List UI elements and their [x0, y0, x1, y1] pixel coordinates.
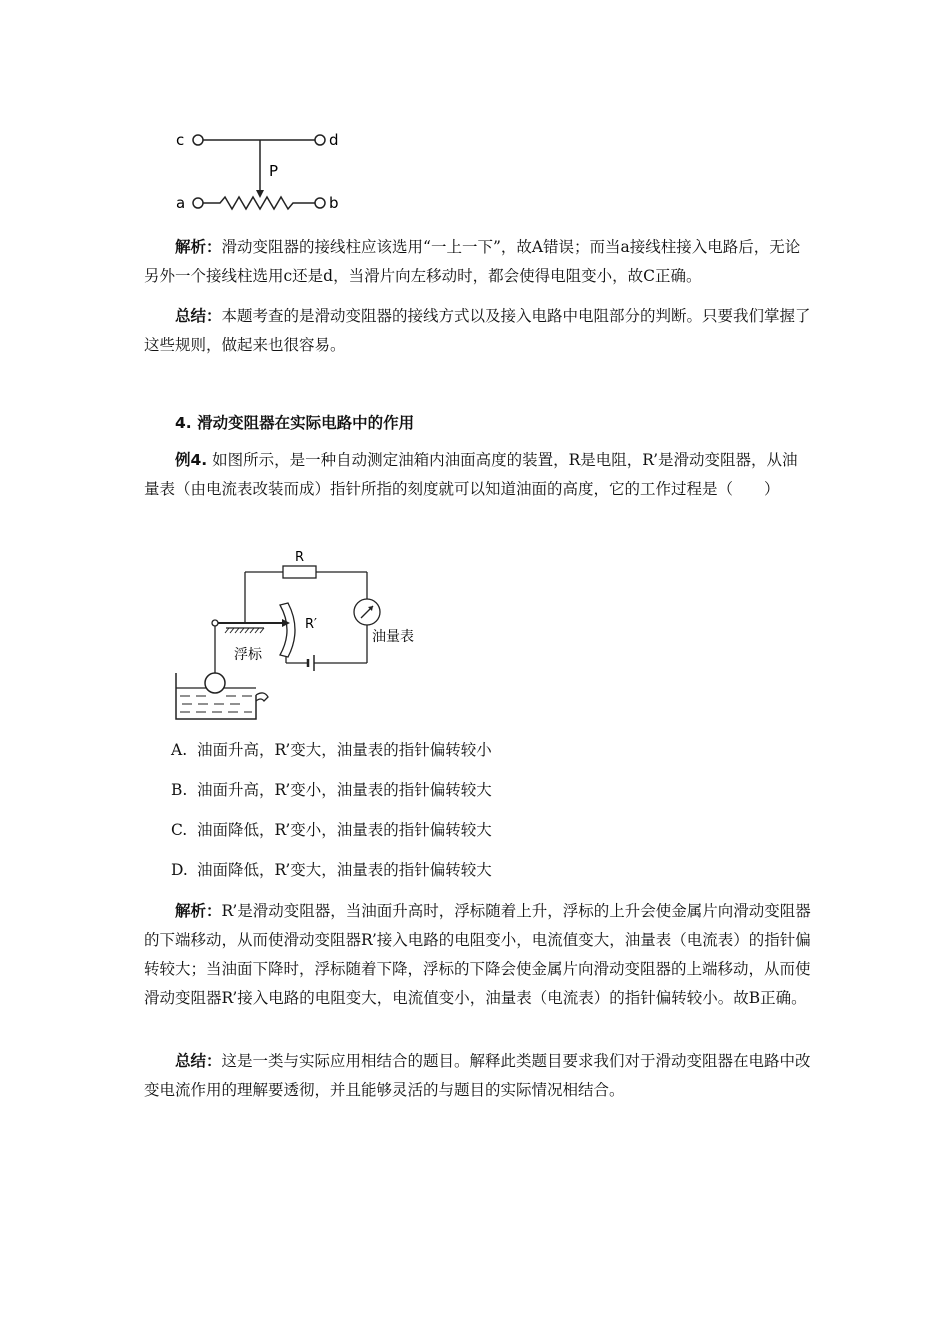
terminal-a	[193, 198, 203, 208]
terminal-d-label: d	[329, 131, 339, 149]
section-heading: 4. 滑动变阻器在实际电路中的作用	[175, 414, 415, 432]
resistor-r-label: R	[295, 550, 305, 565]
example-label: 例4.	[175, 451, 208, 469]
option-c	[171, 819, 492, 841]
analysis-label: 解析：	[175, 238, 222, 256]
terminal-b	[315, 198, 325, 208]
option-a	[171, 739, 492, 761]
oil-meter-label: 油量表	[372, 629, 414, 645]
terminal-c	[193, 135, 203, 145]
slider-arrow	[256, 190, 264, 198]
rheostat-r-prime-label: R′	[305, 617, 317, 632]
option-letter: A.	[171, 741, 188, 759]
resistor-r	[283, 566, 316, 578]
summary-paragraph-2	[144, 1047, 812, 1105]
rheostat-diagram	[170, 124, 360, 219]
option-letter: C.	[171, 821, 188, 839]
option-d	[171, 859, 492, 881]
summary-text: 这是一类与实际应用相结合的题目。解释此类题目要求我们对于滑动变阻器在电路中改变电流作用的理解要透彻，并且能够灵活的与题目的实际情况相结合。	[144, 1052, 811, 1099]
terminal-c-label: c	[176, 131, 185, 149]
option-text: 油面升高，R’变大，油量表的指针偏转较小	[197, 741, 492, 759]
rheostat-r-prime	[280, 603, 295, 657]
terminal-a-label: a	[176, 194, 186, 212]
option-b	[171, 779, 492, 801]
float-ball	[205, 673, 225, 693]
terminal-b-label: b	[329, 194, 339, 212]
analysis-label: 解析：	[175, 902, 222, 920]
option-letter: B.	[171, 781, 188, 799]
summary-text: 本题考查的是滑动变阻器的接线方式以及接入电路中电阻部分的判断。只要我们掌握了这些规则，做起来也很容易。	[144, 307, 811, 354]
outlet-pipe	[256, 693, 268, 701]
summary-label: 总结：	[175, 307, 222, 325]
float-label: 浮标	[234, 647, 262, 663]
slider-p-label: P	[269, 162, 279, 180]
option-text: 油面升高，R’变小，油量表的指针偏转较大	[197, 781, 492, 799]
terminal-d	[315, 135, 325, 145]
analysis-paragraph-1	[144, 233, 812, 291]
summary-paragraph-1	[144, 302, 812, 360]
lever-pivot	[212, 620, 218, 626]
example-text: 如图所示，是一种自动测定油箱内油面高度的装置，R是电阻，R’是滑动变阻器，从油量表（由电流表改装而成）指针所指的刻度就可以知道油面的高度，它的工作过程是（ ）	[144, 451, 798, 498]
option-text: 油面降低，R’变小，油量表的指针偏转较大	[197, 821, 492, 839]
summary-label: 总结：	[175, 1052, 222, 1070]
analysis-text: R’是滑动变阻器，当油面升高时，浮标随着上升，浮标的上升会使金属片向滑动变阻器的下端移动，从而使滑动变阻器R’接入电路的电阻变小，电流值变大，油量表（电流表）的指针偏转较大；当油面下降时，浮标随着下降，浮标的下降会使金属片向滑动变阻器的上端移动，从而使滑动变阻器R’接入电路的电阻变大，电流值变小，油量表（电流表）的指针偏转较小。故B正确。	[144, 902, 811, 1007]
analysis-text: 滑动变阻器的接线柱应该选用“一上一下”，故A错误；而当a接线柱接入电路后，无论另外一个接线柱选用c还是d，当滑片向左移动时，都会使得电阻变小，故C正确。	[144, 238, 801, 285]
option-text: 油面降低，R’变大，油量表的指针偏转较大	[197, 861, 492, 879]
example-paragraph	[144, 446, 812, 504]
resistor-coil	[203, 197, 315, 209]
oil-gauge-diagram	[168, 545, 428, 725]
analysis-paragraph-2	[144, 897, 812, 1013]
option-letter: D.	[171, 861, 188, 879]
